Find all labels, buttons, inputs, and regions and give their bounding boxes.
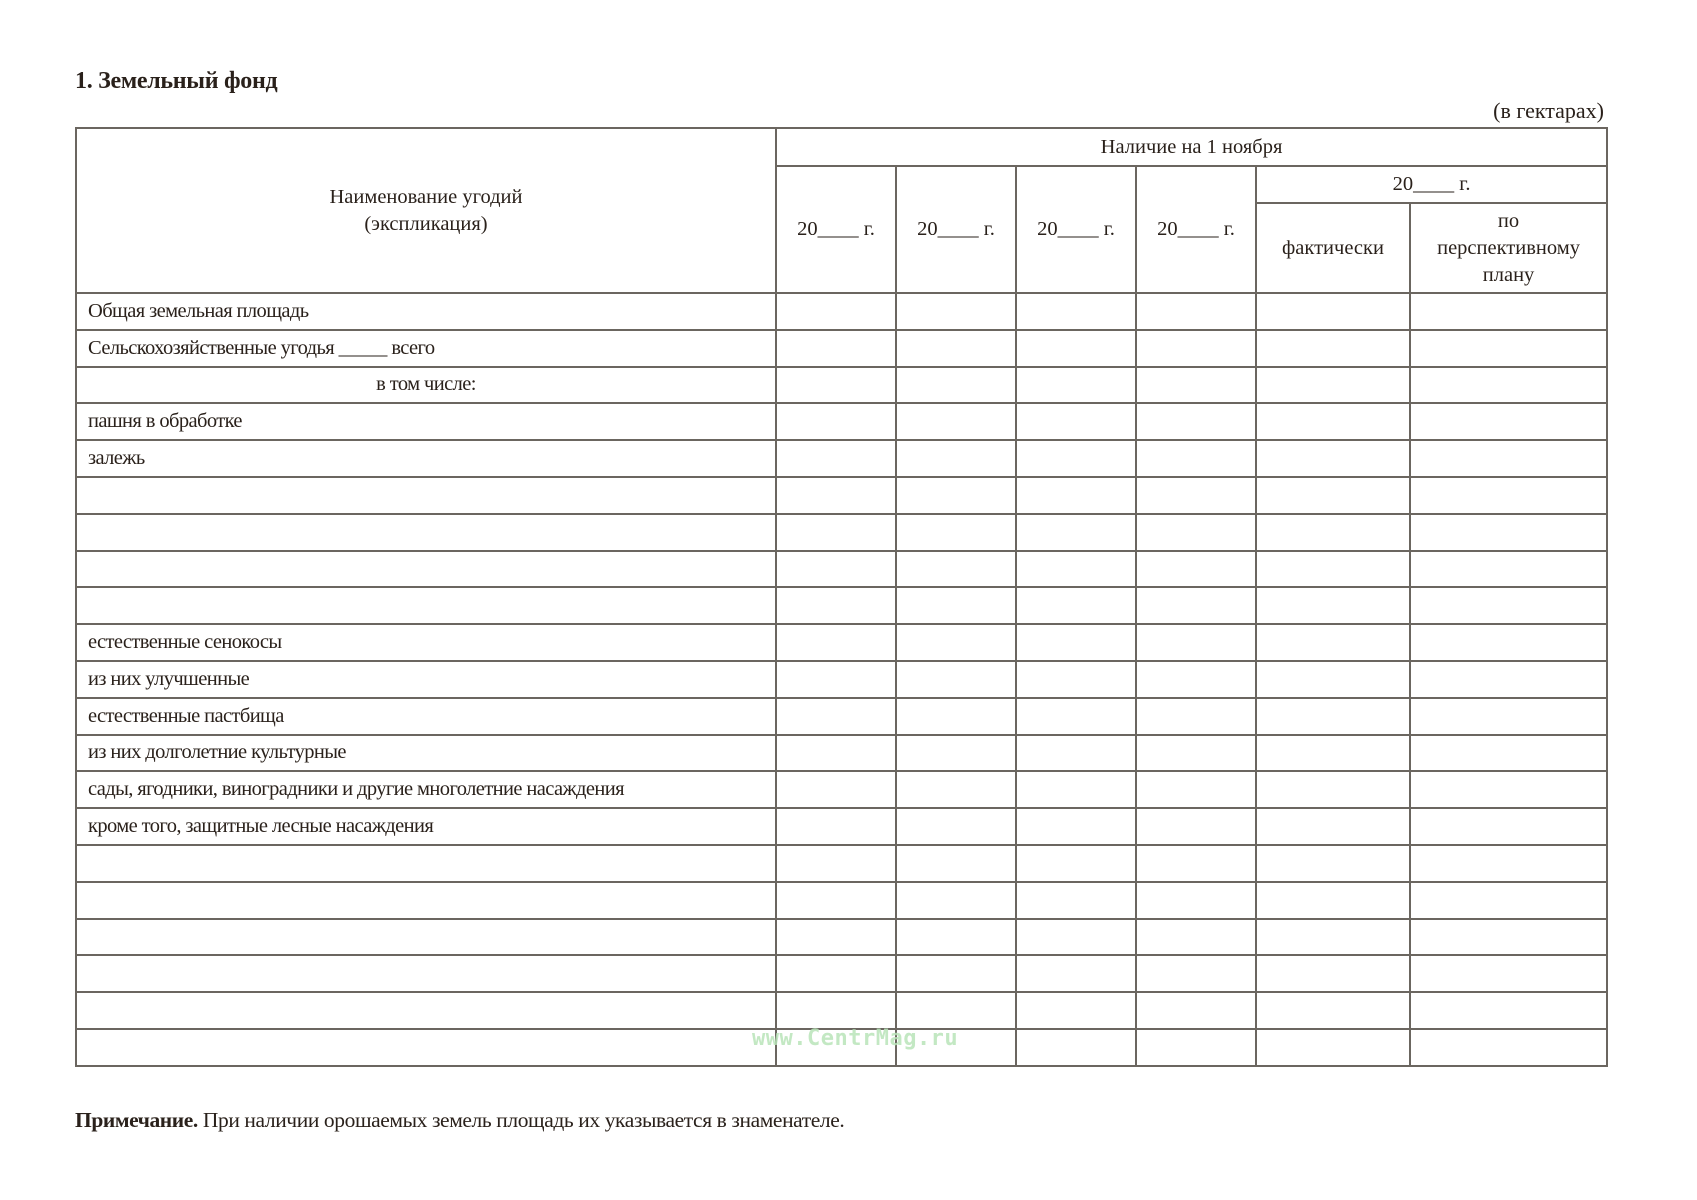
value-cell[interactable]: [1016, 551, 1136, 588]
value-cell[interactable]: [1136, 992, 1256, 1029]
value-cell[interactable]: [1016, 1029, 1136, 1066]
value-cell[interactable]: [896, 845, 1016, 882]
planned-column-header: [1410, 203, 1607, 293]
value-cell[interactable]: [896, 955, 1016, 992]
value-cell[interactable]: [1256, 771, 1410, 808]
table-row: [76, 808, 1607, 845]
value-cell[interactable]: [776, 440, 896, 477]
row-label: [76, 992, 776, 1029]
value-cell[interactable]: [1410, 293, 1607, 330]
value-cell[interactable]: [776, 587, 896, 624]
value-cell[interactable]: [1136, 808, 1256, 845]
value-cell[interactable]: [776, 808, 896, 845]
table-row: [76, 992, 1607, 1029]
value-cell[interactable]: [1136, 882, 1256, 919]
value-cell[interactable]: [1016, 587, 1136, 624]
value-cell[interactable]: [776, 403, 896, 440]
value-cell[interactable]: [1256, 1029, 1410, 1066]
table-row: [76, 845, 1607, 882]
value-cell[interactable]: [1016, 477, 1136, 514]
value-cell[interactable]: [1016, 992, 1136, 1029]
row-label: из них улучшенные: [76, 661, 776, 698]
value-cell[interactable]: [1256, 698, 1410, 735]
value-cell[interactable]: [1410, 845, 1607, 882]
value-cell[interactable]: [776, 845, 896, 882]
value-cell[interactable]: [896, 403, 1016, 440]
value-cell[interactable]: [1256, 845, 1410, 882]
value-cell[interactable]: [896, 771, 1016, 808]
value-cell[interactable]: [1410, 992, 1607, 1029]
value-cell[interactable]: [1410, 735, 1607, 772]
value-cell[interactable]: [1016, 845, 1136, 882]
value-cell[interactable]: [1136, 440, 1256, 477]
value-cell[interactable]: [1136, 330, 1256, 367]
value-cell[interactable]: [1016, 882, 1136, 919]
value-cell[interactable]: [1410, 440, 1607, 477]
value-cell[interactable]: [896, 293, 1016, 330]
value-cell[interactable]: [776, 992, 896, 1029]
value-cell[interactable]: [1016, 661, 1136, 698]
value-cell[interactable]: [1410, 587, 1607, 624]
value-cell[interactable]: [1016, 808, 1136, 845]
name-column-header: [76, 128, 776, 293]
value-cell[interactable]: [896, 919, 1016, 956]
row-label: естественные сенокосы: [76, 624, 776, 661]
value-cell[interactable]: [896, 882, 1016, 919]
table-row: [76, 330, 1607, 367]
value-cell[interactable]: [896, 367, 1016, 404]
section-title: 1. Земельный фонд: [75, 68, 278, 94]
value-cell[interactable]: [1016, 735, 1136, 772]
value-cell[interactable]: [1136, 624, 1256, 661]
year-column-header: 20____ г.: [896, 166, 1016, 293]
year-column-header: 20____ г.: [776, 166, 896, 293]
value-cell[interactable]: [1016, 514, 1136, 551]
value-cell[interactable]: [1256, 587, 1410, 624]
value-cell[interactable]: [1136, 587, 1256, 624]
value-cell[interactable]: [1256, 955, 1410, 992]
footnote-label: Примечание.: [75, 1108, 198, 1132]
value-cell[interactable]: [776, 624, 896, 661]
value-cell[interactable]: [1256, 330, 1410, 367]
value-cell[interactable]: [896, 587, 1016, 624]
value-cell[interactable]: [1016, 771, 1136, 808]
group-header: Наличие на 1 ноября: [776, 128, 1607, 166]
value-cell[interactable]: [1136, 661, 1256, 698]
value-cell[interactable]: [896, 624, 1016, 661]
value-cell[interactable]: [1410, 919, 1607, 956]
value-cell[interactable]: [896, 992, 1016, 1029]
value-cell[interactable]: [1256, 514, 1410, 551]
table-row: [76, 919, 1607, 956]
value-cell[interactable]: [1410, 403, 1607, 440]
value-cell[interactable]: [896, 661, 1016, 698]
value-cell[interactable]: [1410, 330, 1607, 367]
value-cell[interactable]: [1256, 919, 1410, 956]
value-cell[interactable]: [776, 919, 896, 956]
value-cell[interactable]: [776, 661, 896, 698]
year-column-header: 20____ г.: [1136, 166, 1256, 293]
value-cell[interactable]: [1410, 477, 1607, 514]
row-label: естественные пастбища: [76, 698, 776, 735]
value-cell[interactable]: [1136, 698, 1256, 735]
value-cell[interactable]: [1016, 955, 1136, 992]
table-row: [76, 551, 1607, 588]
row-label: [76, 551, 776, 588]
footnote: [75, 1108, 844, 1133]
value-cell[interactable]: [1410, 514, 1607, 551]
value-cell[interactable]: [1410, 367, 1607, 404]
table-row: [76, 440, 1607, 477]
row-label: сады, ягодники, виноградники и другие многолетние насаждения: [76, 771, 776, 808]
value-cell[interactable]: [896, 808, 1016, 845]
value-cell[interactable]: [1410, 1029, 1607, 1066]
value-cell[interactable]: [776, 330, 896, 367]
table-row: [76, 698, 1607, 735]
value-cell[interactable]: [1016, 403, 1136, 440]
row-label: [76, 955, 776, 992]
value-cell[interactable]: [1016, 293, 1136, 330]
value-cell[interactable]: [776, 551, 896, 588]
value-cell[interactable]: [896, 440, 1016, 477]
value-cell[interactable]: [776, 477, 896, 514]
value-cell[interactable]: [1256, 477, 1410, 514]
current-year-header: 20____ г.: [1256, 166, 1607, 203]
value-cell[interactable]: [1136, 293, 1256, 330]
land-fund-table: [75, 127, 1608, 1067]
value-cell[interactable]: [1410, 624, 1607, 661]
row-label: [76, 845, 776, 882]
value-cell[interactable]: [1256, 551, 1410, 588]
value-cell[interactable]: [1016, 367, 1136, 404]
row-label: залежь: [76, 440, 776, 477]
row-label: пашня в обработке: [76, 403, 776, 440]
table-row: [76, 771, 1607, 808]
row-label: [76, 1029, 776, 1066]
value-cell[interactable]: [896, 477, 1016, 514]
table-row: [76, 477, 1607, 514]
row-label: в том числе:: [76, 367, 776, 404]
row-label: Сельскохозяйственные угодья _____ всего: [76, 330, 776, 367]
table-row: [76, 882, 1607, 919]
value-cell[interactable]: [1136, 771, 1256, 808]
value-cell[interactable]: [896, 551, 1016, 588]
value-cell[interactable]: [1136, 955, 1256, 992]
row-label: Общая земельная площадь: [76, 293, 776, 330]
table-row: [76, 514, 1607, 551]
value-cell[interactable]: [1256, 661, 1410, 698]
value-cell[interactable]: [1136, 551, 1256, 588]
value-cell[interactable]: [1410, 808, 1607, 845]
table-row: [76, 367, 1607, 404]
table-row: [76, 624, 1607, 661]
table-row: [76, 955, 1607, 992]
value-cell[interactable]: [1256, 403, 1410, 440]
value-cell[interactable]: [1410, 771, 1607, 808]
value-cell[interactable]: [776, 698, 896, 735]
row-label: [76, 587, 776, 624]
actual-column-header: фактически: [1256, 203, 1410, 293]
value-cell[interactable]: [1256, 992, 1410, 1029]
value-cell[interactable]: [1410, 698, 1607, 735]
row-label: кроме того, защитные лесные насаждения: [76, 808, 776, 845]
value-cell[interactable]: [776, 955, 896, 992]
value-cell[interactable]: [1256, 624, 1410, 661]
value-cell[interactable]: [776, 514, 896, 551]
value-cell[interactable]: [896, 698, 1016, 735]
planned-header-line1: по: [1497, 209, 1520, 232]
planned-header-line3: плану: [1482, 263, 1535, 286]
value-cell[interactable]: [1256, 882, 1410, 919]
value-cell[interactable]: [896, 514, 1016, 551]
value-cell[interactable]: [1136, 477, 1256, 514]
value-cell[interactable]: [1256, 808, 1410, 845]
value-cell[interactable]: [1016, 698, 1136, 735]
year-column-header: 20____ г.: [1016, 166, 1136, 293]
row-label: [76, 514, 776, 551]
value-cell[interactable]: [1136, 919, 1256, 956]
value-cell[interactable]: [1410, 661, 1607, 698]
table-row: [76, 293, 1607, 330]
value-cell[interactable]: [776, 882, 896, 919]
value-cell[interactable]: [1410, 955, 1607, 992]
row-label: [76, 919, 776, 956]
row-label: [76, 882, 776, 919]
row-label: из них долголетние культурные: [76, 735, 776, 772]
value-cell[interactable]: [1136, 845, 1256, 882]
table-row: [76, 735, 1607, 772]
value-cell[interactable]: [776, 293, 896, 330]
planned-header-line2: перспективному: [1437, 236, 1580, 259]
value-cell[interactable]: [1016, 330, 1136, 367]
value-cell[interactable]: [1136, 403, 1256, 440]
table-row: [76, 661, 1607, 698]
value-cell[interactable]: [1256, 367, 1410, 404]
value-cell[interactable]: [1016, 919, 1136, 956]
watermark: www.CentrMag.ru: [752, 1026, 959, 1051]
value-cell[interactable]: [1410, 551, 1607, 588]
value-cell[interactable]: [776, 735, 896, 772]
name-header-line1: Наименование угодий: [329, 185, 523, 208]
row-label: [76, 477, 776, 514]
value-cell[interactable]: [1136, 1029, 1256, 1066]
value-cell[interactable]: [776, 367, 896, 404]
value-cell[interactable]: [1136, 514, 1256, 551]
footnote-text: При наличии орошаемых земель площадь их указывается в знаменателе.: [197, 1108, 845, 1132]
value-cell[interactable]: [1136, 735, 1256, 772]
value-cell[interactable]: [1256, 440, 1410, 477]
value-cell[interactable]: [1016, 440, 1136, 477]
table-row: [76, 403, 1607, 440]
value-cell[interactable]: [1016, 624, 1136, 661]
value-cell[interactable]: [1136, 367, 1256, 404]
value-cell[interactable]: [776, 771, 896, 808]
value-cell[interactable]: [896, 330, 1016, 367]
units-label: (в гектарах): [1493, 98, 1604, 123]
table-row: [76, 587, 1607, 624]
value-cell[interactable]: [1256, 735, 1410, 772]
value-cell[interactable]: [1256, 293, 1410, 330]
value-cell[interactable]: [1410, 882, 1607, 919]
name-header-line2: (экспликация): [364, 212, 488, 235]
value-cell[interactable]: [896, 735, 1016, 772]
